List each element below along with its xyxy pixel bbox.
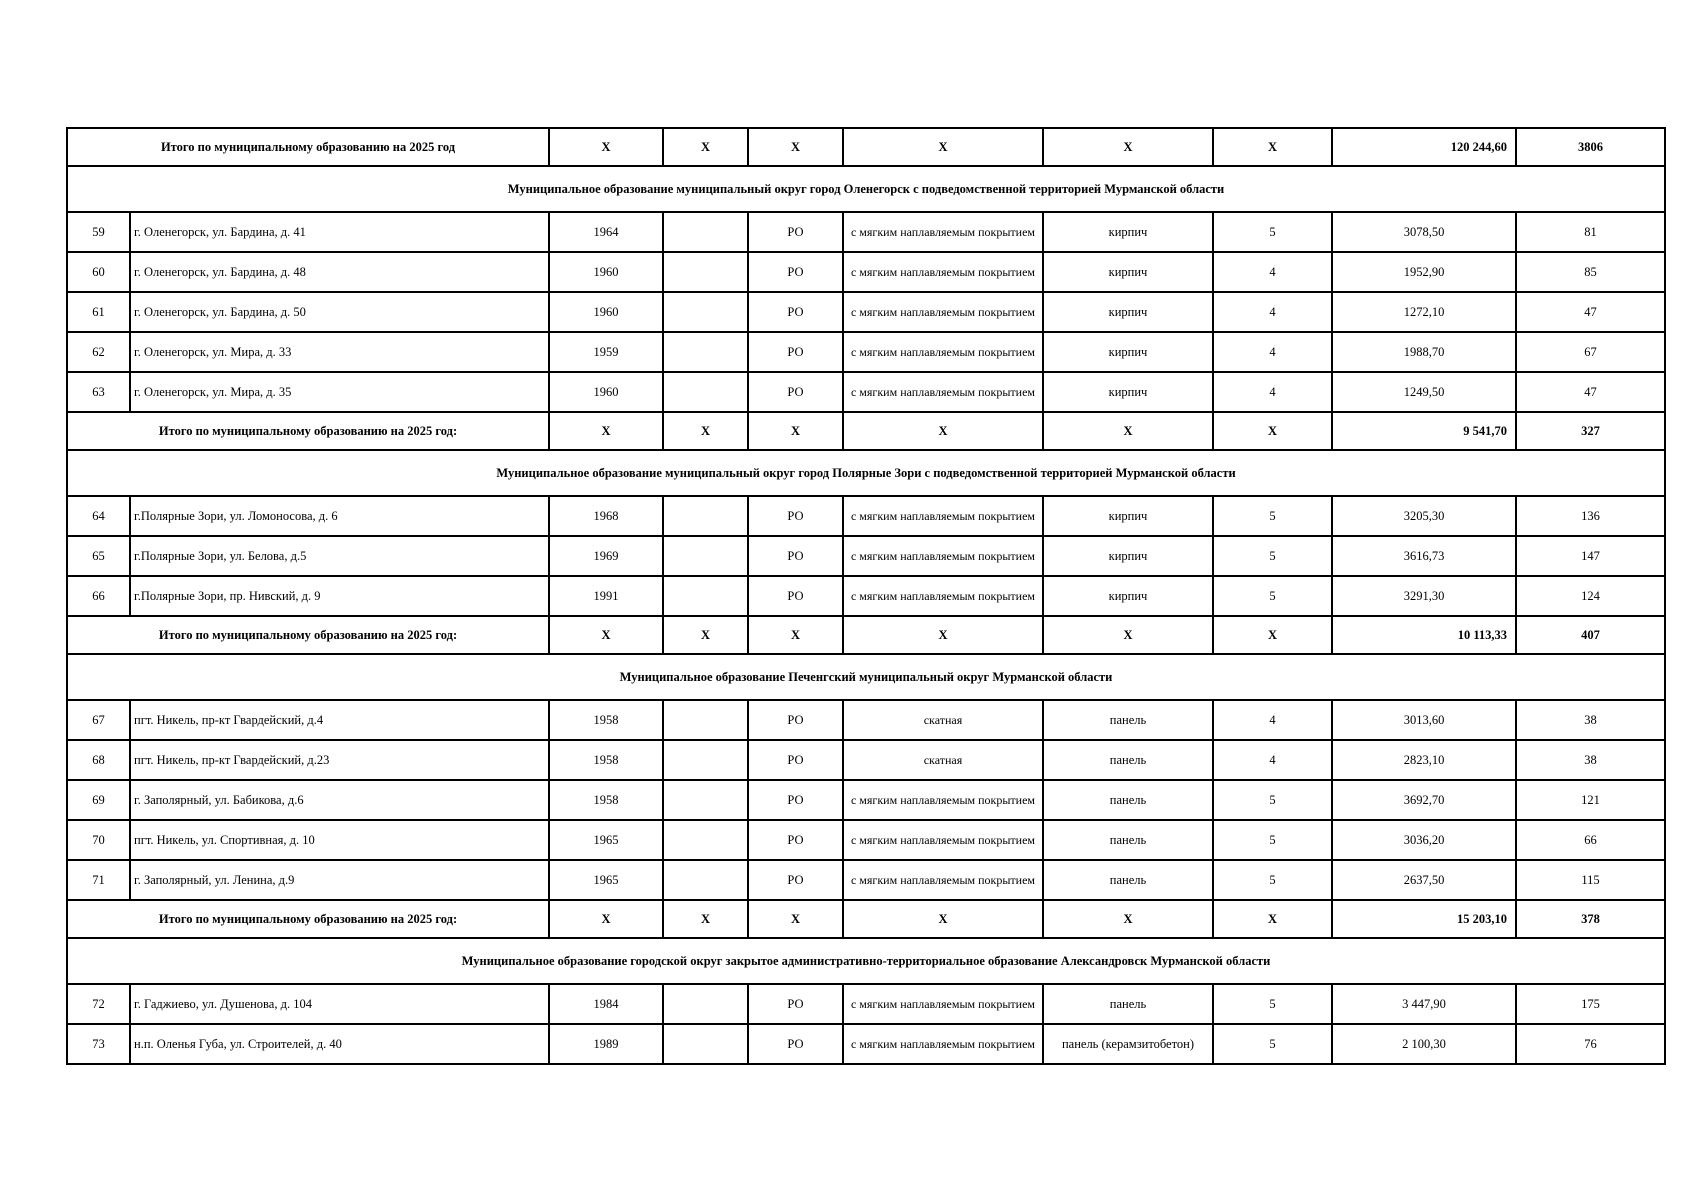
- address-cell: г. Оленегорск, ул. Бардина, д. 48: [130, 252, 549, 292]
- section-title: Муниципальное образование муниципальный округ город Полярные Зори с подведомственной территорией Мурманской области: [67, 450, 1665, 496]
- roof-type-cell: [843, 576, 1043, 616]
- area-cell: 1952,90: [1332, 252, 1516, 292]
- total-mark-cell: Х: [748, 412, 843, 450]
- address-cell: г. Оленегорск, ул. Бардина, д. 50: [130, 292, 549, 332]
- floors-cell: 5: [1213, 576, 1332, 616]
- row-number-cell: 61: [67, 292, 130, 332]
- empty-cell: [663, 212, 748, 252]
- row-number-cell: 68: [67, 740, 130, 780]
- table-row: [67, 820, 1665, 860]
- table-row: [67, 252, 1665, 292]
- total-row: [67, 128, 1665, 166]
- empty-cell: [663, 780, 748, 820]
- residents-cell: 38: [1516, 700, 1665, 740]
- floors-cell: 5: [1213, 212, 1332, 252]
- year-cell: 1969: [549, 536, 663, 576]
- owner-cell: РО: [748, 780, 843, 820]
- roof-type-cell: [843, 212, 1043, 252]
- floors-cell: 5: [1213, 496, 1332, 536]
- wall-material-cell: панель: [1043, 700, 1213, 740]
- floors-cell: 4: [1213, 292, 1332, 332]
- total-mark-cell: Х: [663, 128, 748, 166]
- total-mark-cell: Х: [1043, 900, 1213, 938]
- residents-cell: 47: [1516, 372, 1665, 412]
- total-area-cell: 10 113,33: [1332, 616, 1516, 654]
- total-label: Итого по муниципальному образованию на 2025 год: [67, 128, 549, 166]
- residents-cell: 147: [1516, 536, 1665, 576]
- area-cell: 3205,30: [1332, 496, 1516, 536]
- owner-cell: РО: [748, 536, 843, 576]
- section-header-row: [67, 166, 1665, 212]
- year-cell: 1958: [549, 740, 663, 780]
- roof-type-text: с мягким наплавляемым покрытием: [850, 1036, 1036, 1051]
- empty-cell: [663, 536, 748, 576]
- year-cell: 1989: [549, 1024, 663, 1064]
- year-cell: 1960: [549, 252, 663, 292]
- roof-type-text: с мягким наплавляемым покрытием: [850, 548, 1036, 563]
- total-mark-cell: Х: [1213, 900, 1332, 938]
- roof-type-text: с мягким наплавляемым покрытием: [850, 264, 1036, 279]
- owner-cell: РО: [748, 576, 843, 616]
- wall-material-cell: панель: [1043, 860, 1213, 900]
- floors-cell: 5: [1213, 780, 1332, 820]
- address-cell: г. Оленегорск, ул. Мира, д. 35: [130, 372, 549, 412]
- owner-cell: РО: [748, 212, 843, 252]
- residents-cell: 136: [1516, 496, 1665, 536]
- row-number-cell: 70: [67, 820, 130, 860]
- residents-cell: 76: [1516, 1024, 1665, 1064]
- owner-cell: РО: [748, 332, 843, 372]
- roof-type-cell: [843, 252, 1043, 292]
- table-body: [67, 128, 1665, 1064]
- empty-cell: [663, 292, 748, 332]
- total-area-cell: 120 244,60: [1332, 128, 1516, 166]
- table-row: [67, 372, 1665, 412]
- total-label: Итого по муниципальному образованию на 2025 год:: [67, 412, 549, 450]
- year-cell: 1958: [549, 780, 663, 820]
- table-row: [67, 1024, 1665, 1064]
- wall-material-cell: кирпич: [1043, 576, 1213, 616]
- floors-cell: 4: [1213, 700, 1332, 740]
- roof-type-cell: [843, 292, 1043, 332]
- wall-material-cell: кирпич: [1043, 496, 1213, 536]
- year-cell: 1960: [549, 292, 663, 332]
- total-mark-cell: Х: [1043, 616, 1213, 654]
- residents-cell: 47: [1516, 292, 1665, 332]
- residents-cell: 38: [1516, 740, 1665, 780]
- floors-cell: 4: [1213, 252, 1332, 292]
- address-cell: г. Гаджиево, ул. Душенова, д. 104: [130, 984, 549, 1024]
- total-mark-cell: Х: [1043, 128, 1213, 166]
- area-cell: 3291,30: [1332, 576, 1516, 616]
- address-cell: н.п. Оленья Губа, ул. Строителей, д. 40: [130, 1024, 549, 1064]
- section-header-row: [67, 938, 1665, 984]
- total-row: [67, 616, 1665, 654]
- wall-material-cell: кирпич: [1043, 252, 1213, 292]
- roof-type-cell: [843, 984, 1043, 1024]
- residents-cell: 124: [1516, 576, 1665, 616]
- roof-type-cell: [843, 536, 1043, 576]
- wall-material-cell: кирпич: [1043, 212, 1213, 252]
- roof-type-cell: [843, 372, 1043, 412]
- table-row: [67, 212, 1665, 252]
- total-residents-cell: 327: [1516, 412, 1665, 450]
- roof-type-text: с мягким наплавляемым покрытием: [850, 792, 1036, 807]
- area-cell: 3692,70: [1332, 780, 1516, 820]
- year-cell: 1968: [549, 496, 663, 536]
- year-cell: 1960: [549, 372, 663, 412]
- empty-cell: [663, 860, 748, 900]
- area-cell: 2637,50: [1332, 860, 1516, 900]
- table-row: [67, 984, 1665, 1024]
- owner-cell: РО: [748, 820, 843, 860]
- address-cell: г.Полярные Зори, пр. Нивский, д. 9: [130, 576, 549, 616]
- row-number-cell: 73: [67, 1024, 130, 1064]
- owner-cell: РО: [748, 860, 843, 900]
- floors-cell: 5: [1213, 1024, 1332, 1064]
- row-number-cell: 66: [67, 576, 130, 616]
- total-mark-cell: Х: [748, 900, 843, 938]
- wall-material-cell: панель (керамзитобетон): [1043, 1024, 1213, 1064]
- row-number-cell: 65: [67, 536, 130, 576]
- owner-cell: РО: [748, 700, 843, 740]
- total-area-cell: 15 203,10: [1332, 900, 1516, 938]
- table-row: [67, 292, 1665, 332]
- wall-material-cell: кирпич: [1043, 332, 1213, 372]
- area-cell: 1249,50: [1332, 372, 1516, 412]
- roof-type-cell: [843, 496, 1043, 536]
- residents-cell: 85: [1516, 252, 1665, 292]
- roof-type-text: с мягким наплавляемым покрытием: [850, 224, 1036, 239]
- owner-cell: РО: [748, 292, 843, 332]
- empty-cell: [663, 984, 748, 1024]
- total-label: Итого по муниципальному образованию на 2025 год:: [67, 616, 549, 654]
- section-title: Муниципальное образование городской округ закрытое административно-территориальное образование Александровск Мурманской области: [67, 938, 1665, 984]
- total-mark-cell: Х: [843, 900, 1043, 938]
- empty-cell: [663, 372, 748, 412]
- total-mark-cell: Х: [549, 412, 663, 450]
- section-header-row: [67, 654, 1665, 700]
- roof-type-text: с мягким наплавляемым покрытием: [850, 588, 1036, 603]
- row-number-cell: 60: [67, 252, 130, 292]
- address-cell: г.Полярные Зори, ул. Ломоносова, д. 6: [130, 496, 549, 536]
- wall-material-cell: панель: [1043, 780, 1213, 820]
- total-mark-cell: Х: [1213, 616, 1332, 654]
- year-cell: 1958: [549, 700, 663, 740]
- section-title: Муниципальное образование муниципальный округ город Оленегорск с подведомственной территорией Мурманской области: [67, 166, 1665, 212]
- housing-table: [66, 127, 1666, 1065]
- total-residents-cell: 407: [1516, 616, 1665, 654]
- row-number-cell: 71: [67, 860, 130, 900]
- empty-cell: [663, 820, 748, 860]
- owner-cell: РО: [748, 984, 843, 1024]
- address-cell: пгт. Никель, пр-кт Гвардейский, д.23: [130, 740, 549, 780]
- row-number-cell: 69: [67, 780, 130, 820]
- roof-type-text: с мягким наплавляемым покрытием: [850, 832, 1036, 847]
- floors-cell: 4: [1213, 332, 1332, 372]
- floors-cell: 5: [1213, 820, 1332, 860]
- table-row: [67, 780, 1665, 820]
- total-mark-cell: Х: [1043, 412, 1213, 450]
- roof-type-cell: [843, 820, 1043, 860]
- roof-type-text: с мягким наплавляемым покрытием: [850, 304, 1036, 319]
- empty-cell: [663, 700, 748, 740]
- year-cell: 1984: [549, 984, 663, 1024]
- table-row: [67, 536, 1665, 576]
- roof-type-cell: [843, 700, 1043, 740]
- address-cell: г. Заполярный, ул. Бабикова, д.6: [130, 780, 549, 820]
- address-cell: г.Полярные Зори, ул. Белова, д.5: [130, 536, 549, 576]
- area-cell: 3036,20: [1332, 820, 1516, 860]
- total-mark-cell: Х: [843, 128, 1043, 166]
- row-number-cell: 62: [67, 332, 130, 372]
- floors-cell: 5: [1213, 860, 1332, 900]
- floors-cell: 5: [1213, 536, 1332, 576]
- total-row: [67, 412, 1665, 450]
- floors-cell: 4: [1213, 740, 1332, 780]
- year-cell: 1959: [549, 332, 663, 372]
- table-row: [67, 700, 1665, 740]
- total-mark-cell: Х: [1213, 128, 1332, 166]
- address-cell: пгт. Никель, ул. Спортивная, д. 10: [130, 820, 549, 860]
- residents-cell: 67: [1516, 332, 1665, 372]
- roof-type-text: с мягким наплавляемым покрытием: [850, 508, 1036, 523]
- row-number-cell: 72: [67, 984, 130, 1024]
- table-row: [67, 740, 1665, 780]
- empty-cell: [663, 496, 748, 536]
- roof-type-text: с мягким наплавляемым покрытием: [850, 996, 1036, 1011]
- owner-cell: РО: [748, 1024, 843, 1064]
- address-cell: пгт. Никель, пр-кт Гвардейский, д.4: [130, 700, 549, 740]
- owner-cell: РО: [748, 372, 843, 412]
- wall-material-cell: кирпич: [1043, 372, 1213, 412]
- roof-type-text: скатная: [923, 752, 963, 767]
- total-residents-cell: 378: [1516, 900, 1665, 938]
- table-row: [67, 860, 1665, 900]
- total-area-cell: 9 541,70: [1332, 412, 1516, 450]
- residents-cell: 81: [1516, 212, 1665, 252]
- year-cell: 1964: [549, 212, 663, 252]
- total-residents-cell: 3806: [1516, 128, 1665, 166]
- area-cell: 1272,10: [1332, 292, 1516, 332]
- total-mark-cell: Х: [549, 128, 663, 166]
- address-cell: г. Оленегорск, ул. Бардина, д. 41: [130, 212, 549, 252]
- roof-type-cell: [843, 332, 1043, 372]
- owner-cell: РО: [748, 252, 843, 292]
- floors-cell: 5: [1213, 984, 1332, 1024]
- area-cell: 3078,50: [1332, 212, 1516, 252]
- total-mark-cell: Х: [748, 616, 843, 654]
- address-cell: г. Оленегорск, ул. Мира, д. 33: [130, 332, 549, 372]
- residents-cell: 121: [1516, 780, 1665, 820]
- row-number-cell: 64: [67, 496, 130, 536]
- roof-type-text: скатная: [923, 712, 963, 727]
- residents-cell: 115: [1516, 860, 1665, 900]
- empty-cell: [663, 332, 748, 372]
- total-mark-cell: Х: [748, 128, 843, 166]
- wall-material-cell: панель: [1043, 820, 1213, 860]
- wall-material-cell: панель: [1043, 984, 1213, 1024]
- owner-cell: РО: [748, 496, 843, 536]
- total-label: Итого по муниципальному образованию на 2025 год:: [67, 900, 549, 938]
- roof-type-text: с мягким наплавляемым покрытием: [850, 872, 1036, 887]
- wall-material-cell: кирпич: [1043, 536, 1213, 576]
- roof-type-cell: [843, 1024, 1043, 1064]
- total-mark-cell: Х: [843, 616, 1043, 654]
- wall-material-cell: кирпич: [1043, 292, 1213, 332]
- year-cell: 1965: [549, 860, 663, 900]
- total-mark-cell: Х: [1213, 412, 1332, 450]
- area-cell: 2823,10: [1332, 740, 1516, 780]
- empty-cell: [663, 1024, 748, 1064]
- total-mark-cell: Х: [549, 900, 663, 938]
- residents-cell: 66: [1516, 820, 1665, 860]
- roof-type-text: с мягким наплавляемым покрытием: [850, 344, 1036, 359]
- area-cell: 1988,70: [1332, 332, 1516, 372]
- total-mark-cell: Х: [549, 616, 663, 654]
- area-cell: 3 447,90: [1332, 984, 1516, 1024]
- roof-type-cell: [843, 740, 1043, 780]
- section-header-row: [67, 450, 1665, 496]
- floors-cell: 4: [1213, 372, 1332, 412]
- empty-cell: [663, 740, 748, 780]
- table-row: [67, 332, 1665, 372]
- total-mark-cell: Х: [663, 900, 748, 938]
- year-cell: 1991: [549, 576, 663, 616]
- total-mark-cell: Х: [843, 412, 1043, 450]
- empty-cell: [663, 576, 748, 616]
- area-cell: 3616,73: [1332, 536, 1516, 576]
- residents-cell: 175: [1516, 984, 1665, 1024]
- roof-type-text: с мягким наплавляемым покрытием: [850, 384, 1036, 399]
- table-row: [67, 576, 1665, 616]
- total-row: [67, 900, 1665, 938]
- row-number-cell: 63: [67, 372, 130, 412]
- address-cell: г. Заполярный, ул. Ленина, д.9: [130, 860, 549, 900]
- area-cell: 2 100,30: [1332, 1024, 1516, 1064]
- roof-type-cell: [843, 780, 1043, 820]
- empty-cell: [663, 252, 748, 292]
- owner-cell: РО: [748, 740, 843, 780]
- wall-material-cell: панель: [1043, 740, 1213, 780]
- row-number-cell: 67: [67, 700, 130, 740]
- table-row: [67, 496, 1665, 536]
- area-cell: 3013,60: [1332, 700, 1516, 740]
- total-mark-cell: Х: [663, 616, 748, 654]
- year-cell: 1965: [549, 820, 663, 860]
- section-title: Муниципальное образование Печенгский муниципальный округ Мурманской области: [67, 654, 1665, 700]
- total-mark-cell: Х: [663, 412, 748, 450]
- roof-type-cell: [843, 860, 1043, 900]
- row-number-cell: 59: [67, 212, 130, 252]
